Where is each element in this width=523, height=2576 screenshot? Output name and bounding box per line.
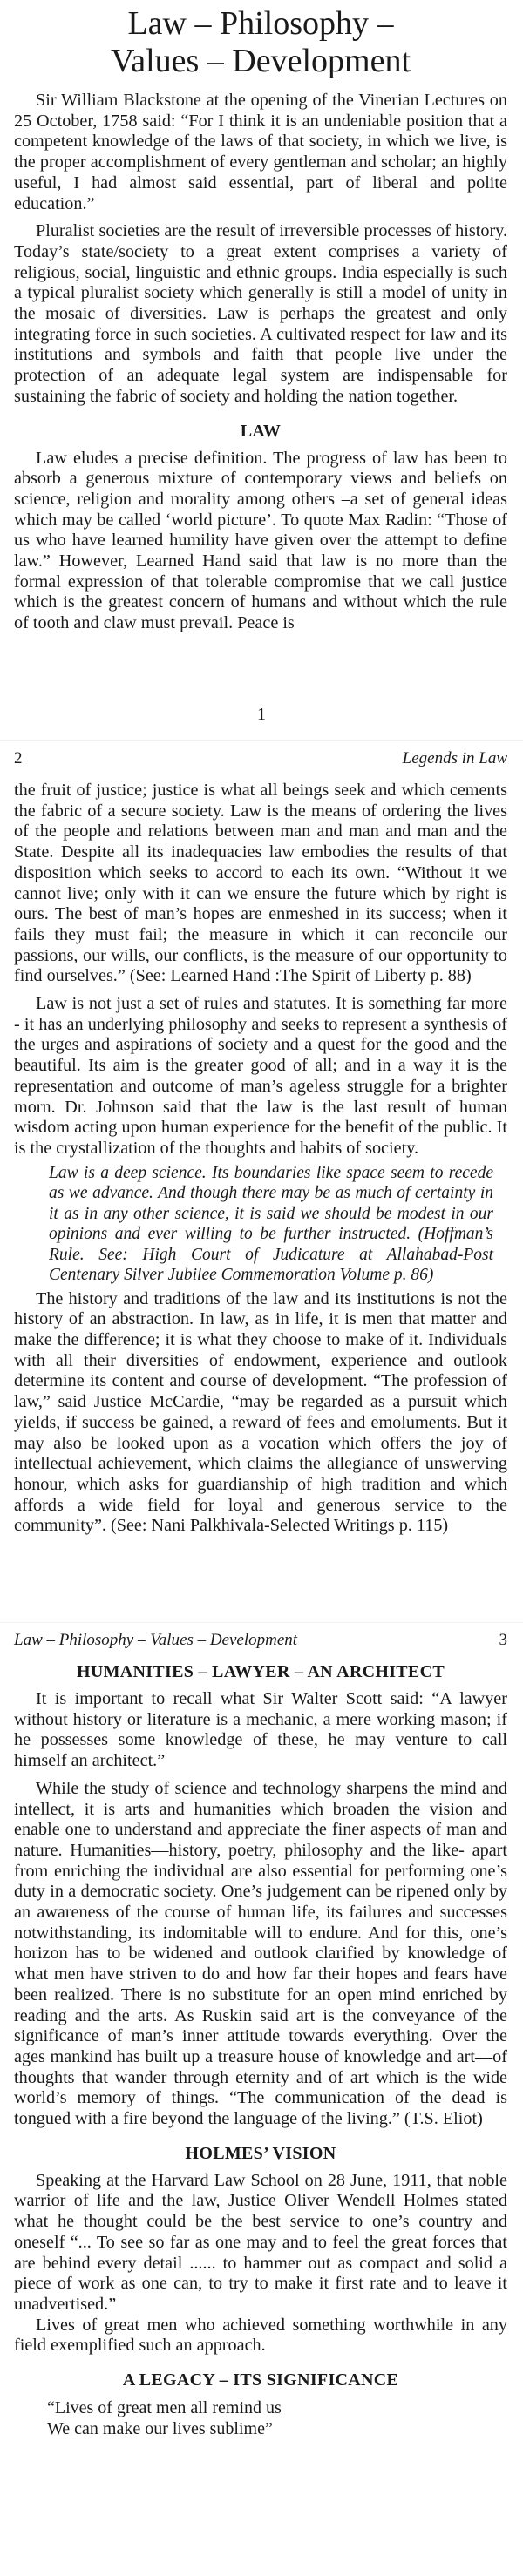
verse-quote xyxy=(47,2397,507,2439)
running-header xyxy=(14,1622,507,1650)
paragraph-law-philosophy: Law is not just a set of rules and statutes. It is something far more - it has an underlying philosophy and seeks to represent a synthesis of the urges and aspirations of society and a quest for the good and the beautiful. Its aim is the greater good of all; and in a way it is the representation and outcome of man’s ageless struggle for a brighter morn. Dr. Johnson said that the law is the last result of human wisdom acting upon human experience for the benefit of the public. It is the crystallization of the thoughts and habits of society. xyxy=(14,994,507,1158)
section-heading-humanities: HUMANITIES – LAWYER – AN ARCHITECT xyxy=(77,1662,445,1681)
paragraph-great-men: Lives of great men who achieved something worthwhile in any field exemplified such an approach. xyxy=(14,2315,507,2356)
section-heading-holmes: HOLMES’ VISION xyxy=(185,2143,336,2163)
page-2 xyxy=(0,740,523,1622)
page-number-1: 1 xyxy=(257,705,266,724)
page-1 xyxy=(0,0,523,740)
page-3 xyxy=(0,1622,523,2576)
header-book-title: Legends in Law xyxy=(402,749,507,767)
paragraph-history-traditions: The history and traditions of the law and its institutions is not the history of an abstraction. In law, as in life, it is men that matter and make the difference; it is what they choose to make of it. Individuals with all their diversities of endowment, experience and outlook determine its content and course of development. “The profession of law,” said Justice McCardie, “may be regarded as a pursuit which yields, if success be gained, a reward of fees and emoluments. But it may also be looked upon as a vocation which offers the joy of intellectual achievement, which claims the allegiance of unswerving honour, which asks for guardianship of high tradition and which affords a wide field for loyal and generous service to the community”. (See: Nani Palkhivala-Selected Writings p. 115) xyxy=(14,1288,507,1536)
header-page-number: 2 xyxy=(14,749,23,767)
paragraph-walter-scott: It is important to recall what Sir Walter Scott said: “A lawyer without history or literature is a mechanic, a mere working mason; if he possesses some knowledge of these, he may venture to call himself an architect.” xyxy=(14,1689,507,1771)
paragraph-justice: the fruit of justice; justice is what all beings seek and which cements the fabric of a secure society. Law is the means of ordering the lives of the people and relations between man and man and man and the State. Despite all its inadequacies law embodies the results of that disposition which seeks to accord to each its own. “Without it we cannot live; only with it can we ensure the future which by right is ours. The best of man’s hopes are enmeshed in its success; when it fails they must fail; the measure in which it can reconcile our passions, our wills, our conflicts, is the measure of our opportunity to find ourselves.” (See: Learned Hand :The Spirit of Liberty p. 88) xyxy=(14,781,507,986)
header-chapter-title: Law – Philosophy – Values – Development xyxy=(14,1631,298,1649)
chapter-title-line-2: Values – Development xyxy=(110,43,411,79)
paragraph-law-definition: Law eludes a precise definition. The progress of law has been to absorb a generous mixture of contemporary views and beliefs on science, religion and morality among others –a set of general ideas which may be called ‘world picture’. To quote Max Radin: “Those of us who have learned humility have given over the attempt to define law.” However, Learned Hand said that law is no more than the formal expression of that tolerable compromise that we call justice which is the greatest concern of humans and without which the rule of tooth and claw must prevail. Peace is xyxy=(14,448,507,633)
paragraph-humanities: While the study of science and technology sharpens the mind and intellect, it is arts and humanities which broaden the vision and enable one to understand and appreciate the finer aspects of man and nature. Humanities—history, poetry, philosophy and the like- apart from enriching the individual are also essential for performing one’s duty in a democratic society. One’s judgement can be ripened only by an awareness of the course of human life, its failures and successes notwithstanding, its indomitable will to endure. And for this, one’s horizon has to be widened and outlook clarified by knowledge of what men have striven to do and how far their hopes and fears have been realized. There is no substitute for an open mind enriched by reading and the arts. As Ruskin said art is the conveyance of the significance of man’s inner attitude towards everything. Over the ages mankind has built up a treasure house of knowledge and art—of thoughts that wander through eternity and of art which is the wide world’s memory of things. “The communication of the dead is tongued with a fire beyond the language of the living.” (T.S. Eliot) xyxy=(14,1778,507,2129)
paragraph-blackstone: Sir William Blackstone at the opening of the Vinerian Lectures on 25 October, 1758 said: “For I think it is an undeniable position that a competent knowledge of the laws of that society, in which we live, is the proper accomplishment of every gentleman and scholar; an highly useful, I had almost said essential, part of liberal and polite education.” xyxy=(14,91,507,213)
paragraph-holmes-speech: Speaking at the Harvard Law School on 28 June, 1911, that noble warrior of life and the law, Justice Oliver Wendell Holmes stated what he thought could be the best service to one’s country and oneself “... To see so far as one may and to feel the great forces that are behind every detail ...... to hammer out as compact and solid a piece of work as one can, to try to make it first rate and to leave it unadvertised.” xyxy=(14,2170,507,2314)
block-quote-hoffman: Law is a deep science. Its boundaries like space seem to recede as we advance. And though there may be as much of certainty in it as in any other science, it is said we should be modest in our opinions and ever willing to be further instructed. (Hoffman’s Rule. See: High Court of Judicature at Allahabad-Post Centenary Silver Jubilee Commemoration Volume p. 86) xyxy=(49,1163,493,1285)
paragraph-pluralist-societies: Pluralist societies are the result of irreversible processes of history. Today’s state/society to a great extent comprises a variety of religious, social, linguistic and ethnic groups. India especially is such a typical pluralist society which generally is still a model of unity in the mosaic of diversities. Law is perhaps the greatest and only integrating force in such societies. A cultivated respect for law and its institutions and symbols and faith that people live under the protection of an adequate legal system are indispensable for sustaining the fabric of society and holding the nation together. xyxy=(14,221,507,406)
chapter-title-line-1: Law – Philosophy – xyxy=(127,5,394,42)
chapter-title xyxy=(14,5,507,80)
header-page-number: 3 xyxy=(499,1631,507,1649)
verse-line-2: We can make our lives sublime” xyxy=(47,2419,273,2439)
verse-line-1: “Lives of great men all remind us xyxy=(47,2398,282,2418)
running-header xyxy=(14,740,507,768)
section-heading-law: LAW xyxy=(240,421,282,441)
section-heading-legacy: A LEGACY – ITS SIGNIFICANCE xyxy=(122,2370,399,2390)
